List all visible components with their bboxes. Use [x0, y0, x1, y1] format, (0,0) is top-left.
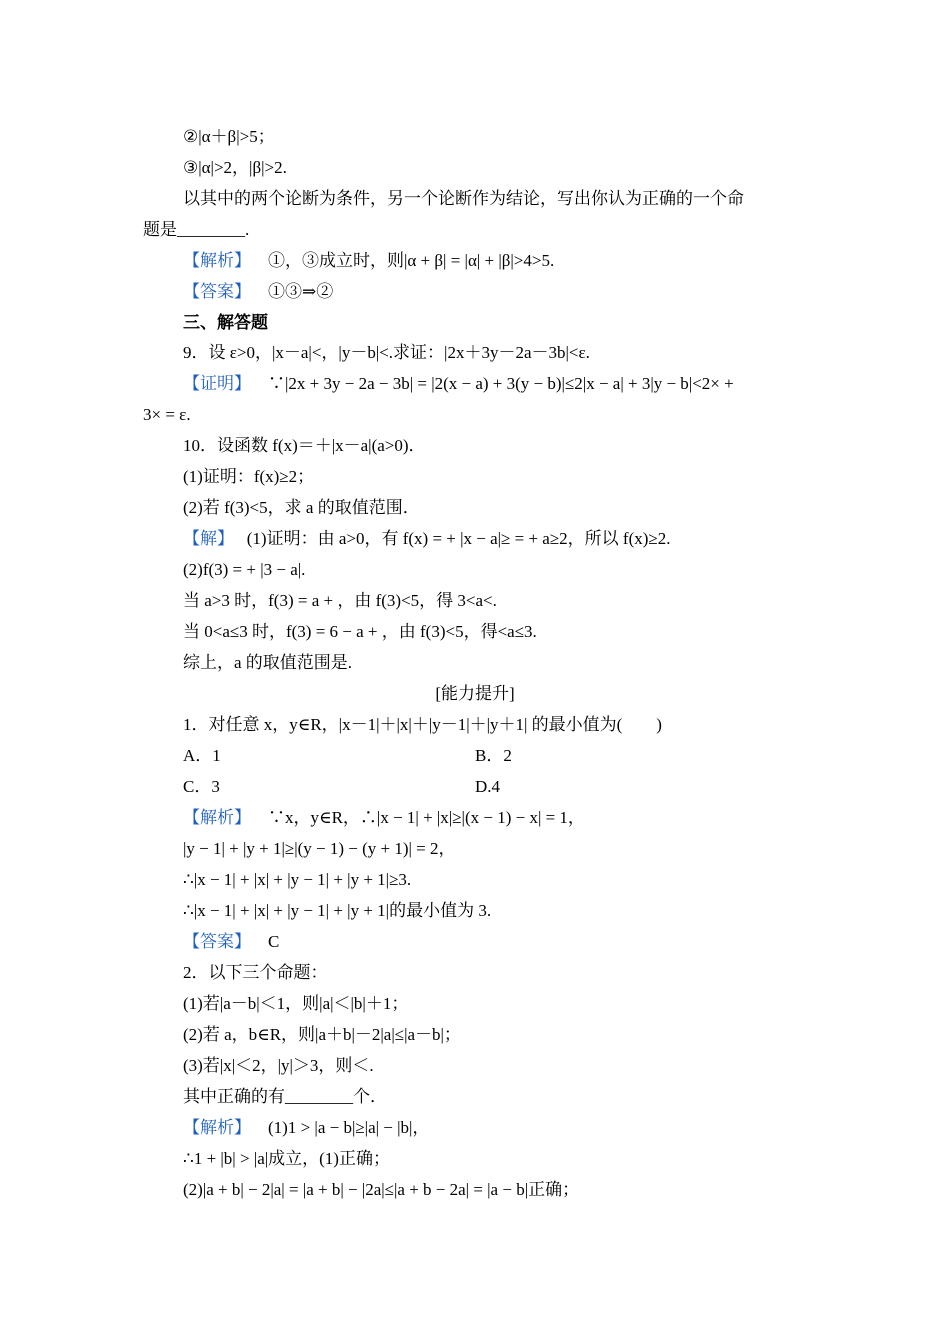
analysis-tag: 【解析】: [183, 251, 251, 270]
answer-tag: 【答案】: [183, 932, 251, 951]
statement-2: ②|α＋β|>5；: [183, 127, 275, 146]
analysis-line: ∴|x − 1| + |x| + |y − 1| + |y + 1|的最小值为 3.: [183, 901, 492, 920]
answer-tag: 【答案】: [183, 282, 251, 301]
problem-9: 9．设 ε>0，|x－a|<，|y－b|<.求证：|2x＋3y－2a－3b|<ε.: [183, 343, 590, 362]
question-text: 以其中的两个论断为条件，另一个论断作为结论，写出你认为正确的一个命: [183, 189, 744, 208]
answer-row: 【答案】 C: [183, 932, 280, 951]
proposition-1: (1)若|a－b|＜1，则|a|＜|b|＋1；: [183, 994, 409, 1013]
analysis-row: 【解析】 (1)1 > |a − b|≥|a| − |b|，: [183, 1118, 430, 1137]
question-1: 1．对任意 x，y∈R，|x－1|＋|x|＋|y－1|＋|y＋1| 的最小值为( ): [183, 715, 662, 734]
analysis-row: 【解析】 ∵x，y∈R，∴|x − 1| + |x|≥|(x − 1) − x| = 1，: [183, 808, 585, 827]
solution-line: 当 0<a≤3 时，f(3) = 6 − a + ，由 f(3)<5，得<a≤3.: [183, 622, 537, 641]
proposition-2: (2)若 a，b∈R，则|a＋b|－2|a|≤|a－b|；: [183, 1025, 461, 1044]
analysis-tag: 【解析】: [183, 1118, 251, 1137]
analysis-line: |y − 1| + |y + 1|≥|(y − 1) − (y + 1)| = 2，: [183, 839, 456, 858]
proof-tag: 【证明】: [183, 374, 251, 393]
answer-row: 【答案】 ①③⇒②: [183, 282, 334, 301]
analysis-row: 【解析】 ①，③成立时，则|α + β| = |α| + |β|>4>5.: [183, 251, 555, 270]
question-2: 2．以下三个命题：: [183, 963, 328, 982]
solution-row: 【解】 (1)证明：由 a>0，有 f(x) = + |x − a|≥ = + a≥2，所以 f(x)≥2.: [183, 529, 671, 548]
option-c: C．3: [183, 777, 220, 796]
proof-row-cont: 3× = ε.: [143, 405, 191, 424]
problem-10-part2: (2)若 f(3)<5，求 a 的取值范围．: [183, 498, 420, 517]
option-b: B．2: [475, 746, 512, 765]
proposition-3: (3)若|x|＜2，|y|＞3，则＜.: [183, 1056, 374, 1075]
solution-tag: 【解】: [183, 529, 234, 548]
statement-3: ③|α|>2，|β|>2.: [183, 158, 287, 177]
question-text-cont: 题是________.: [143, 220, 250, 239]
option-d: D.4: [475, 777, 501, 796]
solution-line: 当 a>3 时，f(3) = a + ，由 f(3)<5，得 3<a<.: [183, 591, 497, 610]
option-a: A．1: [183, 746, 221, 765]
solution-line: (2)f(3) = + |3 − a|.: [183, 560, 306, 579]
question-2-blank: 其中正确的有________个．: [183, 1087, 387, 1106]
analysis-line: ∴|x − 1| + |x| + |y − 1| + |y + 1|≥3.: [183, 870, 412, 889]
problem-10-part1: (1)证明：f(x)≥2；: [183, 467, 315, 486]
analysis-tag: 【解析】: [183, 808, 251, 827]
analysis-line: (2)|a + b| − 2|a| = |a + b| − |2a|≤|a + b − 2a| = |a − b|正确；: [183, 1180, 580, 1199]
solution-line: 综上，a 的取值范围是.: [183, 653, 353, 672]
analysis-line: ∴1 + |b| > |a|成立，(1)正确；: [183, 1149, 390, 1168]
proof-row: 【证明】 ∵|2x + 3y − 2a − 3b| = |2(x − a) + 3(y − b)|≤2|x − a| + 3|y − b|<2× +: [183, 374, 734, 393]
problem-10: 10．设函数 f(x)＝＋|x－a|(a>0)．: [183, 436, 426, 455]
section-heading: 三、解答题: [183, 313, 268, 332]
section-title: [能力提升]: [435, 684, 515, 703]
